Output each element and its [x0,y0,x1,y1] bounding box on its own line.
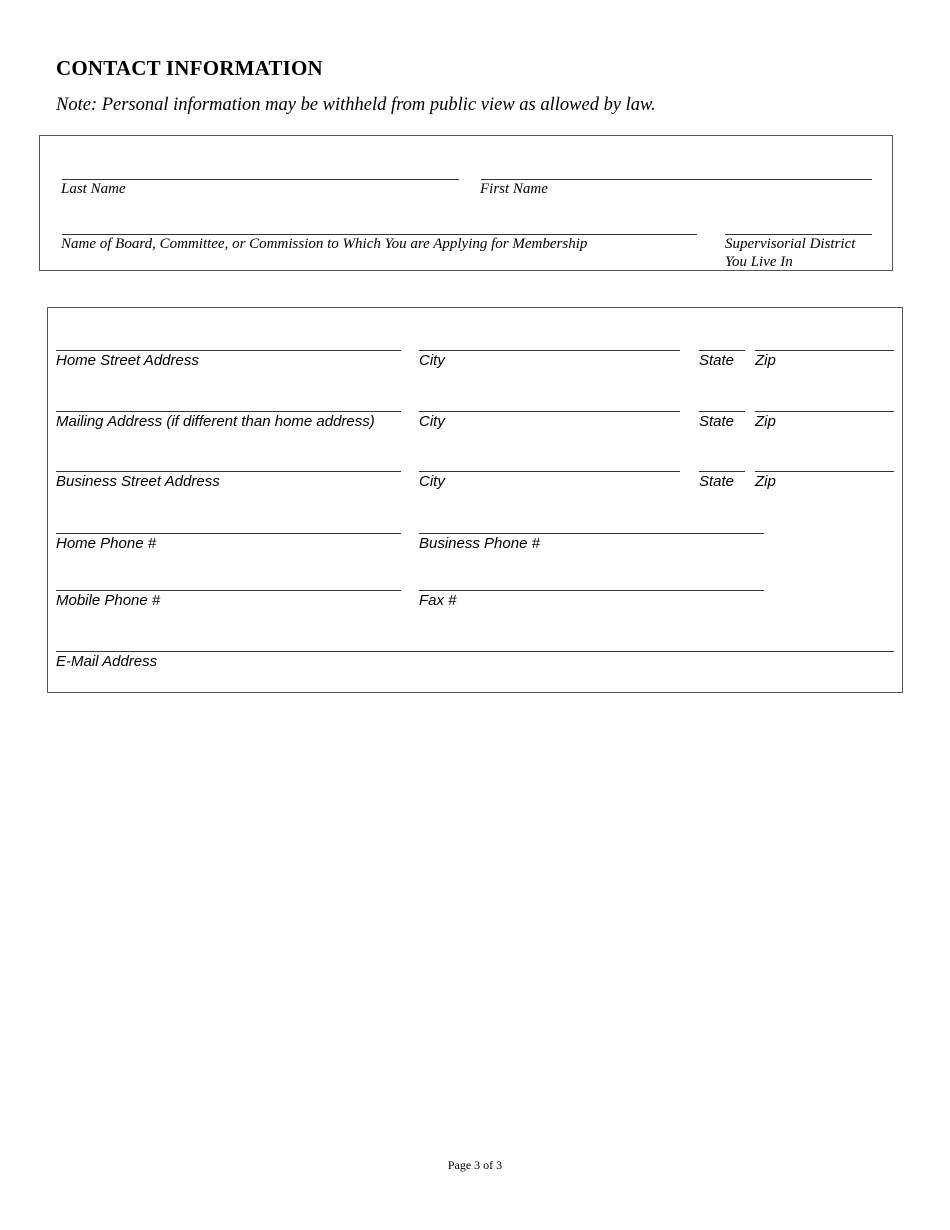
mailing-address-label: Mailing Address (if different than home address) [56,413,375,430]
business-zip-field[interactable] [755,471,894,472]
email-field[interactable] [56,651,894,652]
home-city-field[interactable] [419,350,680,351]
business-phone-field[interactable] [419,533,764,534]
mailing-address-field[interactable] [56,411,401,412]
supervisorial-district-label-line1: Supervisorial District [725,236,856,252]
page-title: CONTACT INFORMATION [56,56,323,80]
mailing-city-label: City [419,413,445,430]
business-city-label: City [419,473,445,490]
mobile-phone-label: Mobile Phone # [56,592,161,609]
supervisorial-district-label-line2: You Live In [725,254,793,270]
mailing-city-field[interactable] [419,411,680,412]
board-name-label: Name of Board, Committee, or Commission to Which You are Applying for Membership [61,236,588,252]
home-state-label: State [699,352,735,369]
business-zip-label: Zip [755,473,776,490]
business-street-label: Business Street Address [56,473,220,490]
business-state-field[interactable] [699,471,745,472]
mailing-zip-label: Zip [755,413,776,430]
home-state-field[interactable] [699,350,745,351]
home-zip-field[interactable] [755,350,894,351]
business-street-field[interactable] [56,471,401,472]
mobile-phone-field[interactable] [56,590,401,591]
home-phone-label: Home Phone # [56,535,157,552]
home-city-label: City [419,352,445,369]
privacy-note: Note: Personal information may be withheld from public view as allowed by law. [56,95,656,115]
last-name-label: Last Name [61,181,126,197]
business-city-field[interactable] [419,471,680,472]
home-street-field[interactable] [56,350,401,351]
home-street-label: Home Street Address [56,352,199,369]
business-state-label: State [699,473,735,490]
business-phone-label: Business Phone # [419,535,540,552]
email-label: E-Mail Address [56,653,158,670]
fax-label: Fax # [419,592,457,609]
mailing-zip-field[interactable] [755,411,894,412]
mailing-state-field[interactable] [699,411,745,412]
fax-field[interactable] [419,590,764,591]
home-zip-label: Zip [755,352,776,369]
page-number: Page 3 of 3 [447,1158,503,1172]
mailing-state-label: State [699,413,735,430]
first-name-label: First Name [480,181,548,197]
home-phone-field[interactable] [56,533,401,534]
